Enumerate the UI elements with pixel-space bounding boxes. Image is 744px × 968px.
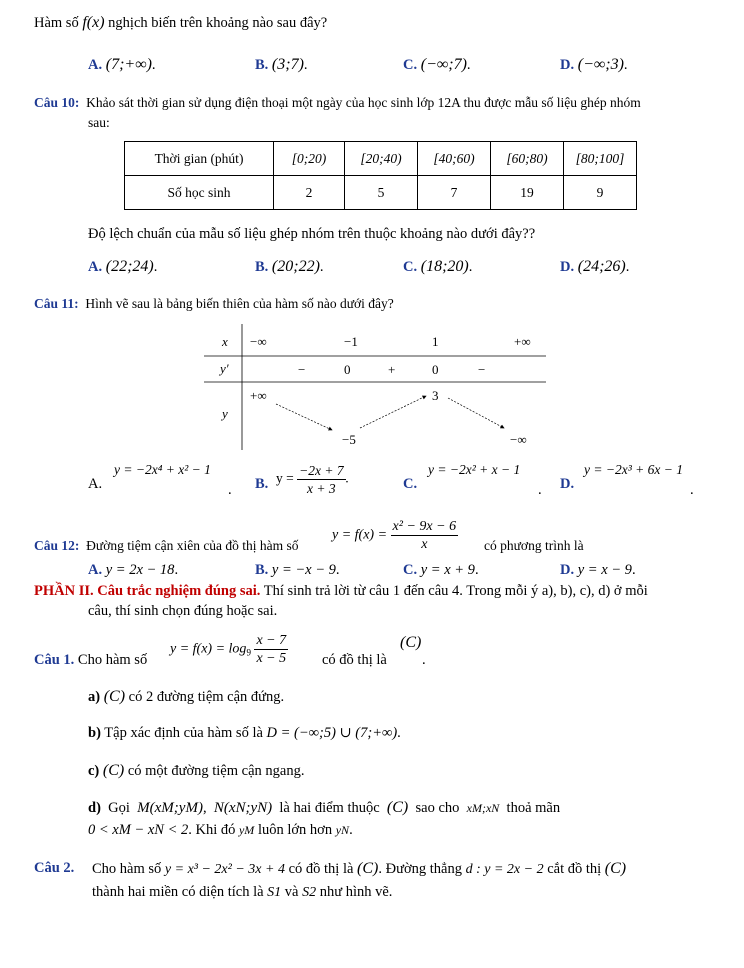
bbt-sign: −: [478, 362, 486, 377]
q10-data-table: [124, 141, 637, 210]
c1-stem-suffix: có đồ thị là: [322, 652, 387, 668]
bbt-arrow-down: [276, 404, 332, 430]
q12-option-a[interactable]: A. y = 2x − 18.: [88, 562, 179, 578]
bbt-y-value: −5: [342, 432, 356, 447]
c1-function: $y = f(x) = \log_9$ $\frac{x - 7}{x - 5}$: [170, 633, 287, 666]
q9-stem: Hàm số f(x) nghịch biến trên khoảng nào sau đây?: [34, 14, 328, 31]
q9-option-a[interactable]: A. (7;+∞).: [88, 56, 156, 73]
c1-graph-label: (C): [400, 634, 422, 651]
q11-option-a-label[interactable]: A.: [88, 476, 103, 492]
bbt-y-value: −∞: [510, 432, 527, 447]
q9-option-d[interactable]: D. (−∞;3).: [560, 56, 628, 73]
table-header-time: Thời gian (phút): [125, 142, 274, 176]
bbt-sign: 0: [344, 362, 351, 377]
q10-question: Độ lệch chuẩn của mẫu số liệu ghép nhóm trên thuộc khoảng nào dưới đây??: [88, 226, 536, 242]
bbt-sign: −: [298, 362, 306, 377]
bbt-x-value: −1: [344, 334, 358, 349]
table-cell: 2: [274, 176, 345, 210]
c1-statement-a[interactable]: a) (C) có 2 đường tiệm cận đứng.: [88, 688, 285, 705]
bbt-y-value: 3: [432, 388, 439, 403]
bbt-yp-label: y′: [220, 361, 229, 376]
bbt-x-value: +∞: [514, 334, 531, 349]
q12-stem: Câu 12: Đường tiệm cận xiên của đồ thị hàm số: [34, 538, 299, 553]
q11-dot: .: [538, 482, 542, 498]
q11-option-d-label[interactable]: D.: [560, 476, 575, 492]
q11-option-c-label[interactable]: C.: [403, 476, 418, 492]
bbt-x-value: 1: [432, 334, 439, 349]
bbt-x-value: −∞: [250, 334, 267, 349]
c1-statement-d-line2: 0 < xM − xN < 2. Khi đó yM luôn lớn hơn yN.: [88, 822, 353, 838]
c1-statement-c[interactable]: c) (C) có một đường tiệm cận ngang.: [88, 762, 305, 779]
q11-dot: .: [228, 482, 232, 498]
q12-function: y = f(x) = $\frac{\text{x² − 9x − 6}}{x}$: [332, 519, 457, 552]
bbt-arrow-down: [448, 398, 504, 428]
q10-stem-line2: sau:: [88, 115, 110, 130]
bbt-y-value: +∞: [250, 388, 267, 403]
q11-option-d[interactable]: y = −2x³ + 6x − 1: [584, 462, 683, 477]
bbt-x-label: x: [222, 334, 228, 349]
q10-option-b[interactable]: B. (20;22).: [255, 258, 324, 275]
c1-stem: Câu 1. Cho hàm số: [34, 652, 148, 668]
q12-stem-suffix: có phương trình là: [484, 538, 584, 553]
q10-option-d[interactable]: D. (24;26).: [560, 258, 630, 275]
table-cell: [80;100]: [564, 142, 637, 176]
table-row: [125, 176, 637, 210]
c1-statement-d[interactable]: d) Gọi M(xM;yM), N(xN;yN) là hai điểm thuộc (C) sao cho xM;xN thoả mãn: [88, 799, 561, 816]
table-row: [125, 142, 637, 176]
c2-stem-line1: Cho hàm số y = x³ − 2x² − 3x + 4 có đồ thị là (C). Đường thẳng d : y = 2x − 2 cắt đồ thị (C): [92, 860, 627, 877]
bbt-y-label: y: [222, 406, 228, 421]
q10-option-c[interactable]: C. (18;20).: [403, 258, 473, 275]
part2-intro-line2: câu, thí sinh chọn đúng hoặc sai.: [88, 603, 278, 619]
table-header-students: Số học sinh: [125, 176, 274, 210]
c2-stem-line2: thành hai miền có diện tích là S1 và S2 như hình vẽ.: [92, 884, 393, 900]
q10-option-a[interactable]: A. (22;24).: [88, 258, 158, 275]
variation-table: [204, 324, 546, 450]
bbt-arrow-up: [360, 396, 426, 428]
q9-option-b[interactable]: B. (3;7).: [255, 56, 308, 73]
table-cell: [20;40): [345, 142, 418, 176]
table-cell: 9: [564, 176, 637, 210]
q11-option-b-label[interactable]: B.: [255, 476, 269, 492]
c1-statement-b[interactable]: b) Tập xác định của hàm số là D = (−∞;5) ∪ (7;+∞).: [88, 725, 401, 741]
bbt-sign: +: [388, 362, 396, 377]
q12-option-c[interactable]: C. y = x + 9.: [403, 562, 479, 578]
q11-option-c[interactable]: y = −2x² + x − 1: [428, 462, 521, 477]
table-cell: [40;60): [418, 142, 491, 176]
q10-stem: Câu 10: Khảo sát thời gian sử dụng điện thoại một ngày của học sinh lớp 12A thu được mẫu số liệu ghép nhóm: [34, 95, 641, 110]
c2-stem: Câu 2.: [34, 860, 75, 876]
part2-intro: PHẦN II. Câu trắc nghiệm đúng sai. Thí sinh trả lời từ câu 1 đến câu 4. Trong mỗi ý a), b), c), d) ở mỗi: [34, 583, 648, 599]
bbt-sign: 0: [432, 362, 439, 377]
c1-dot: .: [422, 652, 426, 668]
table-cell: 5: [345, 176, 418, 210]
q11-option-b[interactable]: y = $\frac{-2x + 7}{x + 3}$ .: [276, 463, 349, 496]
table-cell: [0;20): [274, 142, 345, 176]
q12-option-d[interactable]: D. y = x − 9.: [560, 562, 636, 578]
q11-dot: .: [690, 482, 694, 498]
table-cell: 7: [418, 176, 491, 210]
table-cell: 19: [491, 176, 564, 210]
q12-option-b[interactable]: B. y = −x − 9.: [255, 562, 340, 578]
table-cell: [60;80): [491, 142, 564, 176]
q11-stem: Câu 11: Hình vẽ sau là bảng biến thiên của hàm số nào dưới đây?: [34, 296, 394, 311]
q9-option-c[interactable]: C. (−∞;7).: [403, 56, 471, 73]
q11-option-a[interactable]: y = −2x⁴ + x² − 1: [114, 462, 211, 477]
